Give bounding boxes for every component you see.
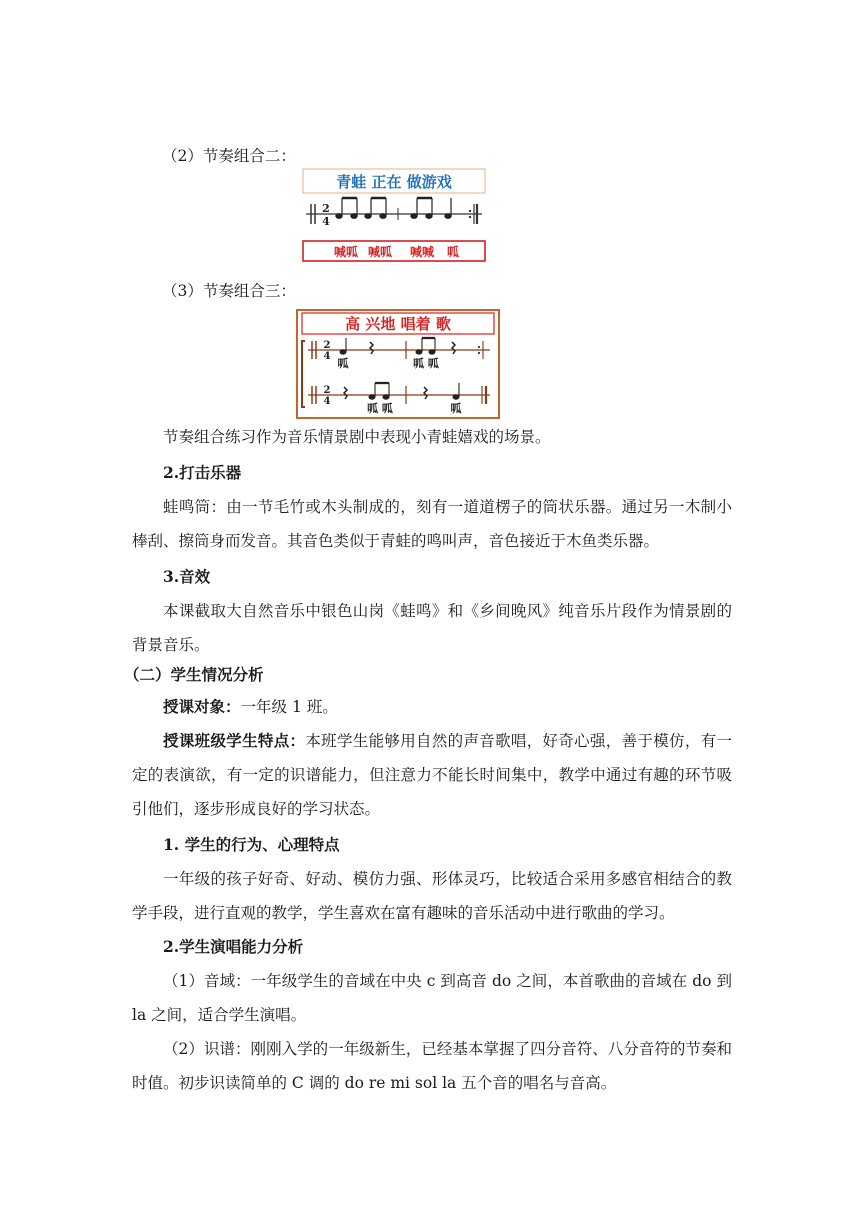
class-traits: [132, 724, 732, 826]
rhythm-score-2: [302, 168, 486, 262]
teaching-target-value: 一年级 1 班。: [240, 698, 338, 716]
figure3-title: 高 兴地 唱着 歌: [345, 315, 451, 333]
figure3-time-bottom-2: 4: [323, 396, 331, 407]
rhythm-figure-3: [296, 309, 500, 419]
heading-student-analysis: （二）学生情况分析: [124, 665, 264, 684]
vocal-range-paragraph: （1）音域：一年级学生的音域在中央 c 到高音 do 之间，本首歌曲的音域在 do 到 la 之间，适合学生演唱。: [132, 972, 732, 1024]
teaching-target-label: 授课对象：: [163, 697, 241, 716]
rhythm-figure-2: [302, 168, 486, 262]
sound-effects-paragraph: 本课截取大自然音乐中银色山岗《蛙鸣》和《乡间晚风》纯音乐片段作为情景剧的背景音乐。: [132, 602, 732, 654]
figure3-row1-syllable-1: 呱: [337, 357, 349, 370]
figure3-row2-syllable-2: 呱: [450, 402, 462, 415]
percussion-paragraph: 蛙鸣筒：由一节毛竹或木头制成的，刻有一道道楞子的筒状乐器。通过另一木制小棒刮、擦筒身而发音。其音色类似于青蛙的鸣叫声，音色接近于木鱼类乐器。: [132, 498, 732, 550]
figure3-row2-syllable-1: 呱 呱: [367, 402, 393, 415]
class-traits-text: 本班学生能够用自然的声音歌唱，好奇心强，善于模仿，有一定的表演欲，有一定的识谱能力，但注意力不能长时间集中，教学中通过有趣的环节吸引他们，逐步形成良好的学习状态。: [132, 732, 732, 818]
figure2-time-bottom: 4: [322, 215, 330, 228]
figure2-title: 青蛙 正在 做游戏: [336, 173, 452, 191]
rhythm-score-3: [296, 309, 500, 419]
class-traits-label: 授课班级学生特点：: [163, 731, 306, 750]
item-label-rhythm-3: （3）节奏组合三：: [162, 282, 296, 300]
item-label-rhythm-2: （2）节奏组合二：: [162, 147, 296, 165]
figure3-time-bottom-1: 4: [323, 351, 331, 362]
teaching-target: [132, 690, 732, 724]
figure3-time-top-1: 2: [323, 340, 331, 351]
heading-sound-effects: 3.音效: [163, 567, 211, 586]
heading-singing-ability: 2.学生演唱能力分析: [163, 937, 304, 956]
figure2-time-top: 2: [322, 202, 330, 215]
rhythm-summary: 节奏组合练习作为音乐情景剧中表现小青蛙嬉戏的场景。: [163, 428, 551, 446]
figure3-time-top-2: 2: [323, 385, 331, 396]
figure3-row1-syllable-2: 呱 呱: [413, 357, 439, 370]
figure2-syllable-1: 喊呱: [333, 245, 359, 259]
heading-behavior-traits: 1. 学生的行为、心理特点: [163, 835, 340, 854]
heading-percussion: 2.打击乐器: [163, 463, 242, 482]
sight-reading-paragraph: （2）识谱：刚刚入学的一年级新生，已经基本掌握了四分音符、八分音符的节奏和时值。初步识读简单的 C 调的 do re mi sol la 五个音的唱名与音高。: [132, 1040, 732, 1092]
figure2-syllable-4: 呱: [446, 245, 460, 259]
behavior-traits-paragraph: 一年级的孩子好奇、好动、模仿力强、形体灵巧，比较适合采用多感官相结合的教学手段，进行直观的教学，学生喜欢在富有趣味的音乐活动中进行歌曲的学习。: [132, 870, 732, 922]
figure2-syllable-3: 喊喊: [409, 245, 435, 259]
figure2-syllable-2: 喊呱: [367, 245, 393, 259]
